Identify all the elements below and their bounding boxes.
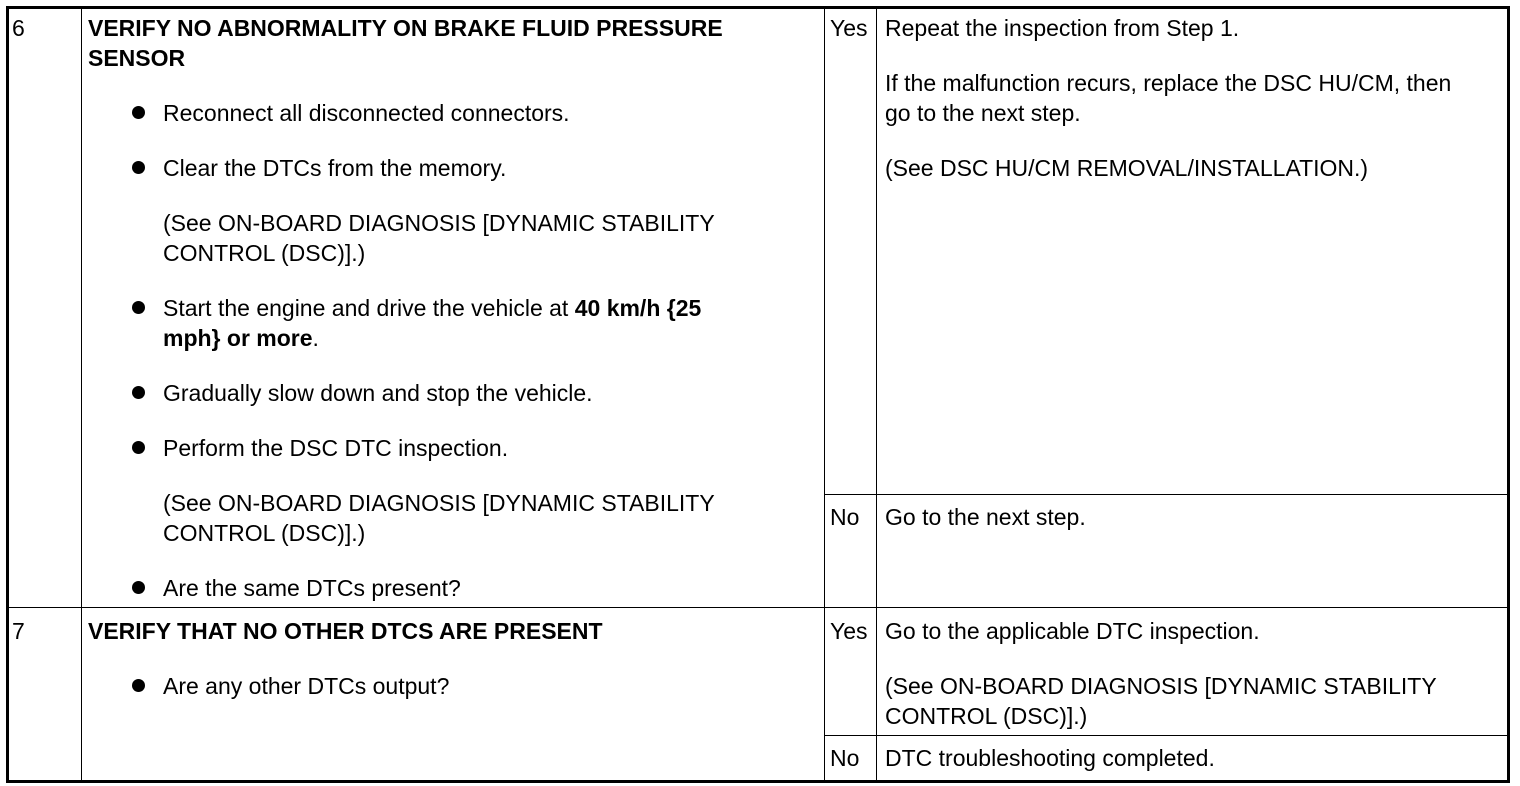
yes-no-divider-row7 [824,735,1510,736]
yes-label: Yes [830,618,868,644]
bullet-icon [132,679,145,692]
instruction-text-plain: Start the engine and drive the vehicle at [163,295,575,321]
question-text: Are any other DTCs output? [163,673,450,699]
bullet-icon [132,301,145,314]
bullet-icon [132,386,145,399]
step-number: 6 [12,15,25,41]
yes-reference-continued: CONTROL (DSC)].) [885,703,1088,729]
yes-label: Yes [830,15,868,41]
bullet-icon [132,106,145,119]
instruction-text: Reconnect all disconnected connectors. [163,100,570,126]
instruction-text [163,293,701,323]
yes-action: Repeat the inspection from Step 1. [885,15,1240,41]
yes-reference: (See DSC HU/CM REMOVAL/INSTALLATION.) [885,155,1369,181]
instruction-text-plain: . [312,325,319,351]
yes-reference: (See ON-BOARD DIAGNOSIS [DYNAMIC STABILITY [885,673,1437,699]
step-title-continued: SENSOR [88,45,186,71]
reference-note-continued: CONTROL (DSC)].) [163,520,366,546]
instruction-text-continued [163,323,319,353]
step-title: VERIFY THAT NO OTHER DTCS ARE PRESENT [88,618,603,644]
instruction-text: Perform the DSC DTC inspection. [163,435,509,461]
no-action: DTC troubleshooting completed. [885,745,1215,771]
bullet-icon [132,441,145,454]
bullet-icon [132,161,145,174]
column-divider-procedure [824,6,825,780]
column-divider-step [81,6,82,780]
no-label: No [830,504,860,530]
step-title: VERIFY NO ABNORMALITY ON BRAKE FLUID PRESSURE [88,15,723,41]
question-text: Are the same DTCs present? [163,575,461,601]
yes-action: Go to the applicable DTC inspection. [885,618,1260,644]
instruction-text-bold: 40 km/h {25 [574,295,702,321]
instruction-text: Gradually slow down and stop the vehicle. [163,380,593,406]
instruction-text: Clear the DTCs from the memory. [163,155,507,181]
instruction-text-bold: mph} or more [163,325,313,351]
no-action: Go to the next step. [885,504,1086,530]
column-divider-result [876,6,877,780]
reference-note: (See ON-BOARD DIAGNOSIS [DYNAMIC STABILITY [163,210,715,236]
bullet-icon [132,581,145,594]
step-number: 7 [12,618,25,644]
no-label: No [830,745,860,771]
reference-note-continued: CONTROL (DSC)].) [163,240,366,266]
reference-note: (See ON-BOARD DIAGNOSIS [DYNAMIC STABILITY [163,490,715,516]
yes-no-divider-row6 [824,494,1510,495]
yes-action: If the malfunction recurs, replace the DSC HU/CM, then [885,70,1452,96]
row-divider [6,607,1510,608]
yes-action-continued: go to the next step. [885,100,1081,126]
